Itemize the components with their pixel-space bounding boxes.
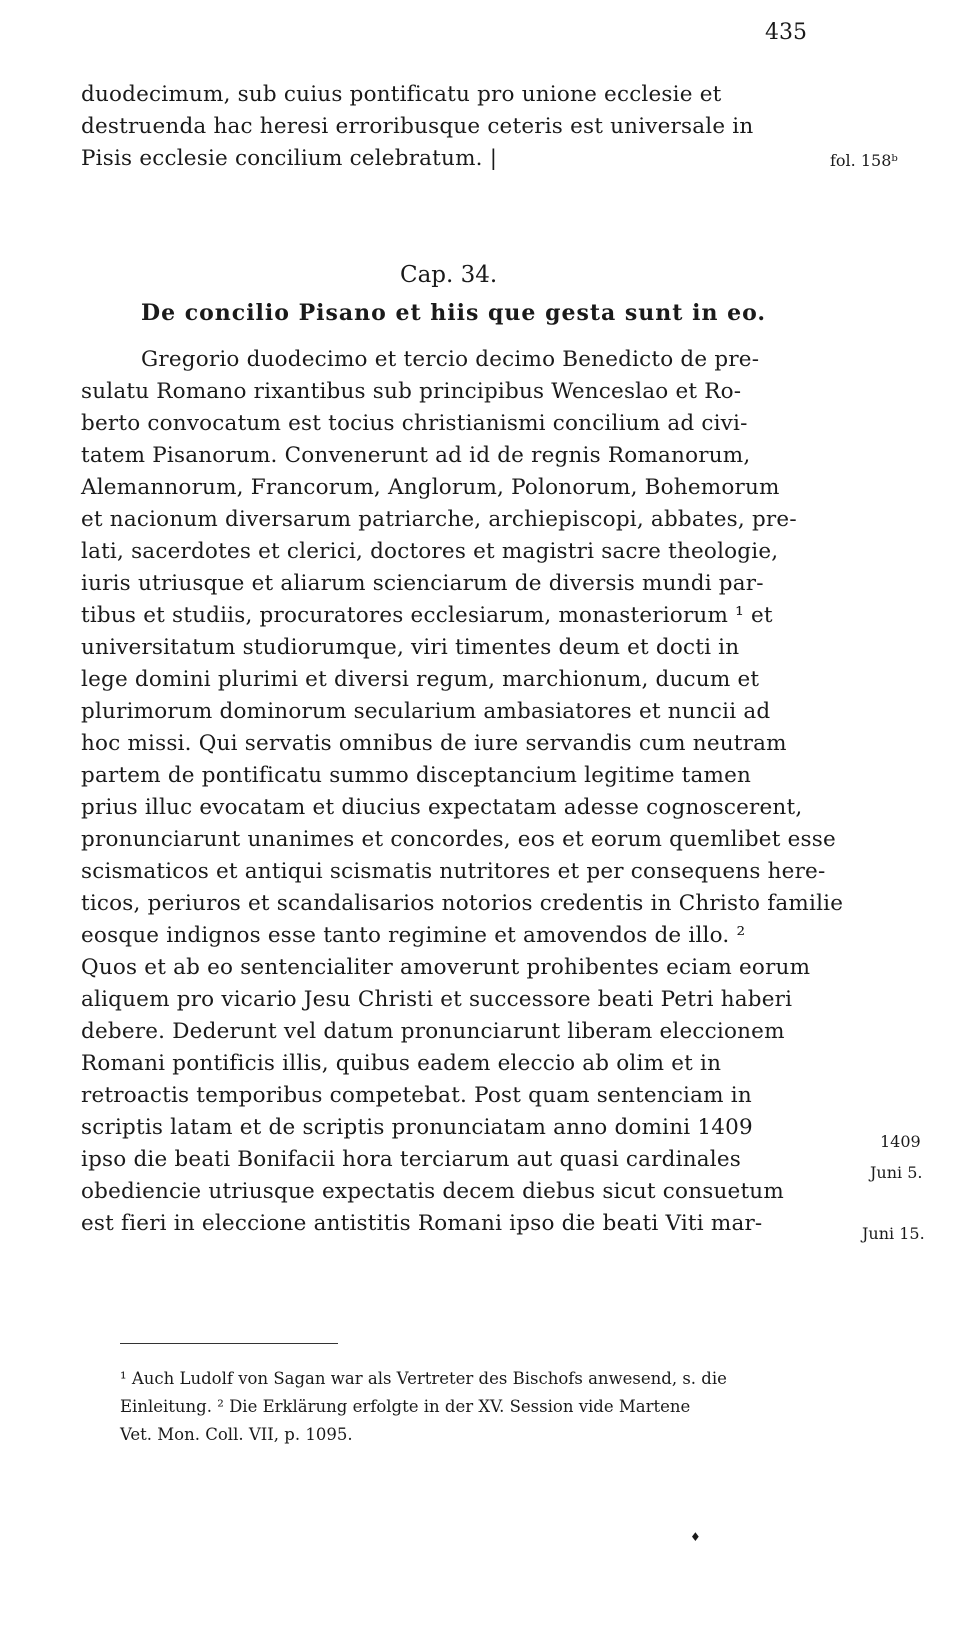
text-line: tatem Pisanorum. Convenerunt ad id de regnis Romanorum, [81,443,751,468]
text-line: hoc missi. Qui servatis omnibus de iure servandis cum neutram [81,731,787,756]
text-line: Pisis ecclesie concilium celebratum. | [81,146,498,171]
text-line: et nacionum diversarum patriarche, archiepiscopi, abbates, pre- [81,507,797,532]
text-line: lati, sacerdotes et clerici, doctores et magistri sacre theologie, [81,539,779,564]
text-line: sulatu Romano rixantibus sub principibus Wenceslao et Ro- [81,379,742,404]
text-line: scismaticos et antiqui scismatis nutritores et per consequens here- [81,859,826,884]
text-line: retroactis temporibus competebat. Post quam sentenciam in [81,1083,752,1108]
text-line: scriptis latam et de scriptis pronunciatam anno domini 1409 [81,1115,753,1140]
text-line: ipso die beati Bonifacii hora terciarum aut quasi cardinales [81,1147,742,1172]
text-line: iuris utriusque et aliarum scienciarum de diversis mundi par- [81,571,764,596]
date-margin-note: Juni 15. [862,1224,925,1243]
page-number: 435 [765,20,807,45]
text-line: plurimorum dominorum secularium ambasiatores et nuncii ad [81,699,771,724]
text-line: lege domini plurimi et diversi regum, marchionum, ducum et [81,667,760,692]
text-line: Gregorio duodecimo et tercio decimo Benedicto de pre- [141,347,760,372]
chapter-number: Cap. 34. [400,262,498,288]
text-line: debere. Dederunt vel datum pronunciarunt liberam eleccionem [81,1019,785,1044]
text-line: universitatum studiorumque, viri timentes deum et docti in [81,635,740,660]
stray-mark: ♦ [690,1530,701,1544]
text-line: aliquem pro vicario Jesu Christi et successore beati Petri haberi [81,987,793,1012]
text-line: obediencie utriusque expectatis decem diebus sicut consuetum [81,1179,784,1204]
text-line: Romani pontificis illis, quibus eadem eleccio ab olim et in [81,1051,722,1076]
footnote-line: Vet. Mon. Coll. VII, p. 1095. [120,1425,353,1444]
footnote-rule [120,1343,338,1344]
text-line: destruenda hac heresi erroribusque ceteris est universale in [81,114,754,139]
text-line: Quos et ab eo sentencialiter amoverunt prohibentes eciam eorum [81,955,811,980]
text-line: est fieri in eleccione antistitis Romani ipso die beati Viti mar- [81,1211,763,1236]
folio-margin-note: fol. 158ᵇ [830,151,898,170]
date-margin-note: Juni 5. [870,1163,923,1182]
text-line: berto convocatum est tocius christianismi concilium ad civi- [81,411,748,436]
text-line: eosque indignos esse tanto regimine et amovendos de illo. ² [81,923,746,948]
text-line: partem de pontificatu summo disceptancium legitime tamen [81,763,752,788]
text-line: prius illuc evocatam et diucius expectatam adesse cognoscerent, [81,795,803,820]
text-line: pronunciarunt unanimes et concordes, eos et eorum quemlibet esse [81,827,836,852]
text-line: Alemannorum, Francorum, Anglorum, Polonorum, Bohemorum [81,475,780,500]
text-line: ticos, periuros et scandalisarios notorios credentis in Christo familie [81,891,844,916]
text-line: duodecimum, sub cuius pontificatu pro unione ecclesie et [81,82,722,107]
date-margin-note: 1409 [880,1132,921,1151]
footnote-line: ¹ Auch Ludolf von Sagan war als Vertreter des Bischofs anwesend, s. die [120,1369,727,1388]
chapter-title: De concilio Pisano et hiis que gesta sunt in eo. [141,300,767,326]
text-line: tibus et studiis, procuratores ecclesiarum, monasteriorum ¹ et [81,603,773,628]
footnote-line: Einleitung. ² Die Erklärung erfolgte in der XV. Session vide Martene [120,1397,691,1416]
